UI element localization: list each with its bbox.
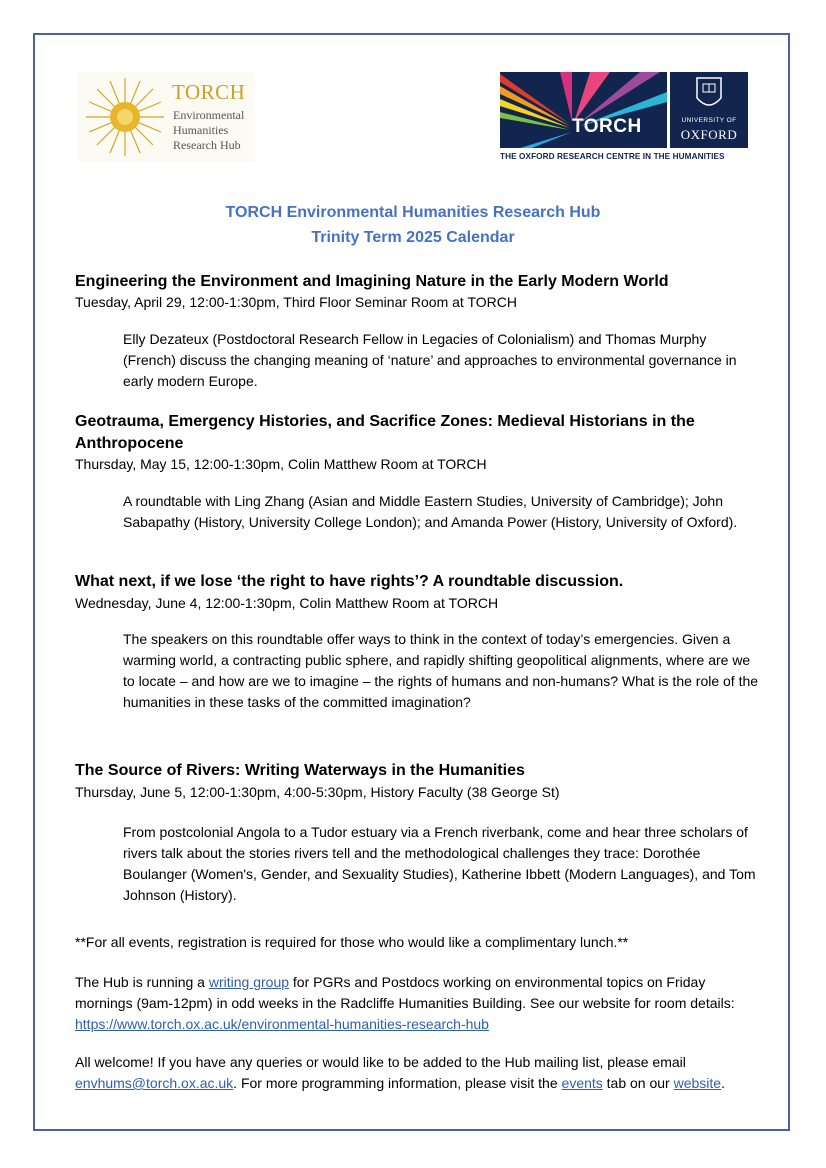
events-link[interactable]: events xyxy=(561,1075,603,1091)
torch-env-hub-logo xyxy=(78,72,254,162)
torch-wordmark: TORCH xyxy=(572,116,642,137)
torch-brand-text: TORCH xyxy=(172,80,246,104)
contact-text: . xyxy=(721,1075,725,1091)
event-meta: Thursday, May 15, 12:00-1:30pm, Colin Matthew Room at TORCH xyxy=(75,456,487,472)
torch-oxford-logo xyxy=(500,72,748,164)
logo-tagline: THE OXFORD RESEARCH CENTRE IN THE HUMANITIES xyxy=(500,152,725,161)
event-description: From postcolonial Angola to a Tudor estuary via a French riverbank, come and hear three scholars of rivers talk about the stories rivers tell and the methodological challenges they trace: Dorothée Boulanger (Women's, Gender, and Sexuality Studies), Katherine Ibbett (Modern Languages), and Tom Johnson (History). xyxy=(123,824,756,903)
event-meta: Tuesday, April 29, 12:00-1:30pm, Third Floor Seminar Room at TORCH xyxy=(75,294,517,310)
writing-group-link[interactable]: writing group xyxy=(208,974,290,990)
event-title: Geotrauma, Emergency Histories, and Sacrifice Zones: Medieval Historians in the Anthropocene xyxy=(75,413,695,452)
sunburst-icon xyxy=(82,76,168,158)
writing-text: for PGRs and Postdocs working on environmental topics on Friday mornings (9am-12pm) in odd weeks in the Radcliffe Humanities Building. See our website for room details: xyxy=(75,974,735,1011)
hub-website-link[interactable]: https://www.torch.ox.ac.uk/environmental-humanities-research-hub xyxy=(75,1016,489,1032)
contact-text: tab on our xyxy=(602,1075,674,1091)
logo-sub-line: Environmental xyxy=(173,108,245,122)
event-description: Elly Dezateux (Postdoctoral Research Fellow in Legacies of Colonialism) and Thomas Murphy (French) discuss the changing meaning of ‘nature’ and approaches to environmental governance in early modern Europe. xyxy=(123,331,737,389)
event-description: A roundtable with Ling Zhang (Asian and Middle Eastern Studies, University of Cambridge); John Sabapathy (History, University College London); and Amanda Power (History, University of Oxford). xyxy=(123,493,738,530)
page-subtitle: Trinity Term 2025 Calendar xyxy=(311,229,515,246)
contact-text: . For more programming information, please visit the xyxy=(233,1075,562,1091)
event-description: The speakers on this roundtable offer ways to think in the context of today’s emergencies. Given a warming world, a contracting public sphere, and rapidly shifting geopolitical alignments, where are we to locate – and how are we to imagine – the rights of humans and non-humans? What is the role of the humanities in these tasks of the committed imagination? xyxy=(123,631,759,710)
page-title: TORCH Environmental Humanities Research Hub xyxy=(225,204,601,221)
oxford-logo-box xyxy=(670,72,748,148)
contact-paragraph xyxy=(75,1052,765,1094)
website-link[interactable]: website xyxy=(673,1075,722,1091)
event-title: What next, if we lose ‘the right to have rights’? A roundtable discussion. xyxy=(75,573,624,590)
email-link[interactable]: envhums@torch.ox.ac.uk xyxy=(75,1075,234,1091)
logo-sub-line: Research Hub xyxy=(173,138,241,152)
event-meta: Thursday, June 5, 12:00-1:30pm, 4:00-5:30pm, History Faculty (38 George St) xyxy=(75,784,560,800)
writing-group-paragraph xyxy=(75,972,765,1035)
university-of-text: UNIVERSITY OF xyxy=(681,117,737,124)
oxford-crest-icon xyxy=(670,72,748,116)
contact-text: All welcome! If you have any queries or would like to be added to the Hub mailing list, please email xyxy=(75,1054,686,1070)
event-title: The Source of Rivers: Writing Waterways in the Humanities xyxy=(75,762,525,779)
oxford-text: OXFORD xyxy=(680,127,738,142)
event-title: Engineering the Environment and Imagining Nature in the Early Modern World xyxy=(75,273,669,290)
event-meta: Wednesday, June 4, 12:00-1:30pm, Colin Matthew Room at TORCH xyxy=(75,595,499,611)
logo-sub-line: Humanities xyxy=(173,123,229,137)
writing-text: The Hub is running a xyxy=(75,974,209,990)
torch-logo-box xyxy=(500,72,667,148)
registration-note: **For all events, registration is required for those who would like a complimentary lunch.** xyxy=(75,934,629,950)
